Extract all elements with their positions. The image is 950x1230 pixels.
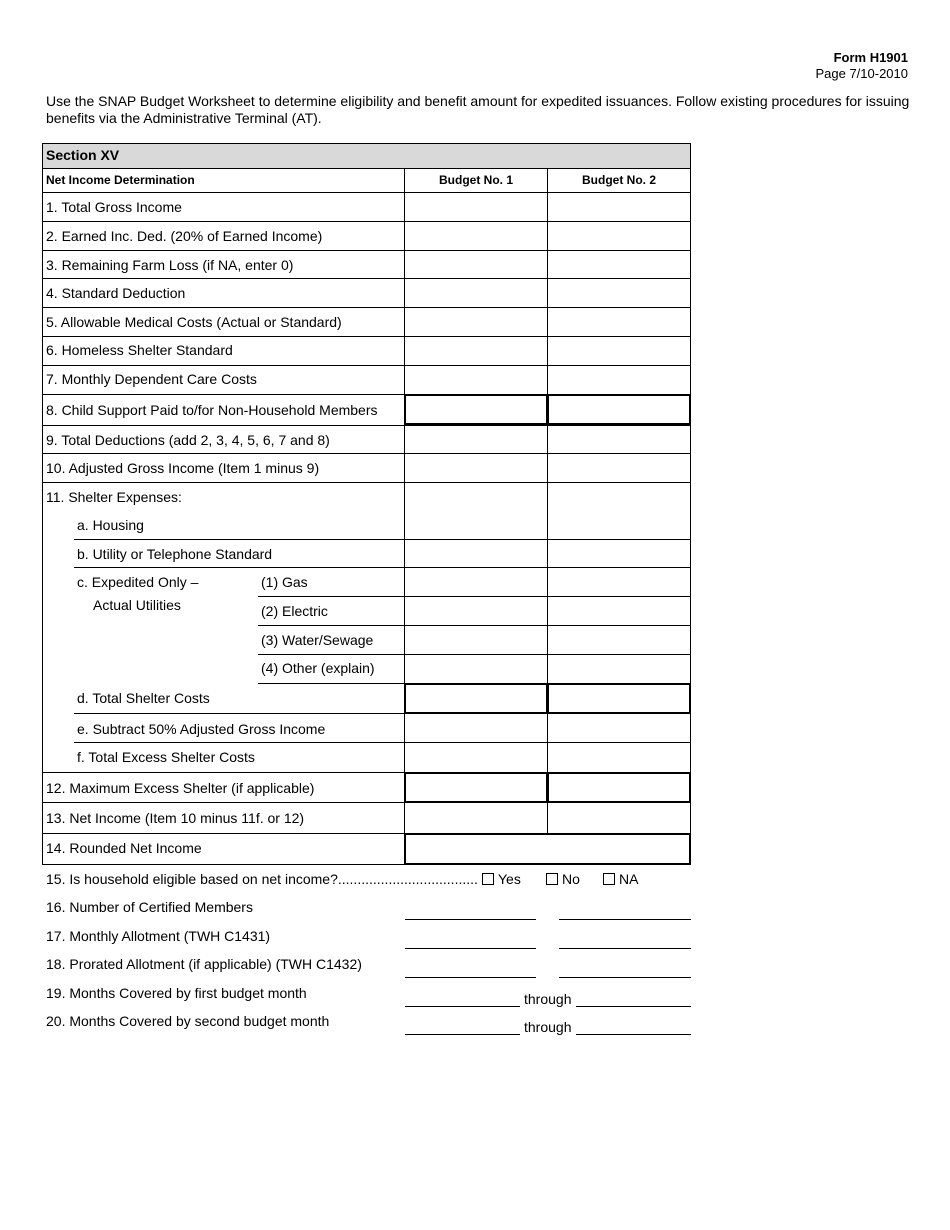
checkbox-na[interactable] (603, 873, 615, 885)
column-divider (404, 169, 405, 865)
checkbox-no[interactable] (546, 873, 558, 885)
field-20-to[interactable] (576, 1034, 691, 1035)
option-na[interactable] (603, 871, 638, 887)
row-divider (42, 221, 691, 222)
item-label-13: 13. Net Income (Item 10 minus 11f. or 12) (46, 810, 305, 826)
column-label-net-income: Net Income Determination (46, 173, 195, 187)
field-18-budget-2[interactable] (559, 977, 691, 978)
item-label-11d: d. Total Shelter Costs (77, 690, 210, 706)
row-divider (74, 539, 691, 540)
input-cell-14-rounded[interactable] (404, 833, 691, 865)
item-label-3: 3. Remaining Farm Loss (if NA, enter 0) (46, 257, 294, 273)
item-label-11a: a. Housing (77, 517, 144, 533)
input-cell-11d-budget-2[interactable] (547, 683, 691, 714)
intro-paragraph: Use the SNAP Budget Worksheet to determine eligibility and benefit amount for expedited issuances. Follow existing procedures for issuing benefits via the Administrative Terminal (AT). (46, 93, 910, 126)
option-na-label: NA (619, 871, 639, 887)
field-20-from[interactable] (405, 1034, 520, 1035)
option-no[interactable] (546, 871, 580, 887)
item-label-18: 18. Prorated Allotment (if applicable) (TWH C1432) (46, 956, 362, 972)
input-cell-8-budget-1[interactable] (404, 394, 548, 425)
row-divider (42, 453, 691, 454)
input-cell-11d-budget-1[interactable] (404, 683, 548, 714)
item-label-8: 8. Child Support Paid to/for Non-Household Members (46, 402, 378, 418)
option-yes-label: Yes (498, 871, 521, 887)
utility-other-label: (4) Other (explain) (261, 660, 375, 676)
option-no-label: No (562, 871, 580, 887)
row-divider (42, 336, 691, 337)
utility-electric-label: (2) Electric (261, 603, 328, 619)
checkbox-yes[interactable] (482, 873, 494, 885)
field-19-from[interactable] (405, 1006, 520, 1007)
form-id: Form H1901 (833, 50, 908, 65)
row-divider (258, 625, 691, 626)
item-label-4: 4. Standard Deduction (46, 285, 186, 301)
item-label-2: 2. Earned Inc. Ded. (20% of Earned Income) (46, 228, 323, 244)
item-label-7: 7. Monthly Dependent Care Costs (46, 371, 257, 387)
through-label-19: through (524, 991, 572, 1007)
item-label-15: 15. Is household eligible based on net income?.................................... (46, 871, 478, 887)
item-label-9: 9. Total Deductions (add 2, 3, 4, 5, 6, 7 and 8) (46, 432, 330, 448)
row-divider (74, 567, 691, 568)
row-divider (258, 654, 691, 655)
item-label-17: 17. Monthly Allotment (TWH C1431) (46, 928, 271, 944)
section-title: Section XV (46, 147, 120, 163)
field-16-budget-2[interactable] (559, 919, 691, 920)
column-divider (547, 169, 548, 833)
item-label-14: 14. Rounded Net Income (46, 840, 202, 856)
item-label-11e: e. Subtract 50% Adjusted Gross Income (77, 721, 326, 737)
row-divider (42, 425, 691, 426)
column-label-budget-1: Budget No. 1 (439, 173, 513, 187)
row-divider (258, 596, 691, 597)
utility-gas-label: (1) Gas (261, 574, 308, 590)
item-label-11c-sub: Actual Utilities (93, 597, 181, 613)
item-label-11c: c. Expedited Only – (77, 574, 199, 590)
section-header-bar (42, 143, 691, 169)
field-16-budget-1[interactable] (405, 919, 536, 920)
item-label-11: 11. Shelter Expenses: (46, 489, 182, 505)
item-label-19: 19. Months Covered by first budget month (46, 985, 307, 1001)
through-label-20: through (524, 1019, 572, 1035)
item-label-10: 10. Adjusted Gross Income (Item 1 minus 9) (46, 460, 320, 476)
item-label-1: 1. Total Gross Income (46, 199, 182, 215)
row-divider (42, 278, 691, 279)
item-label-11b: b. Utility or Telephone Standard (77, 546, 273, 562)
row-divider (42, 250, 691, 251)
item-label-5: 5. Allowable Medical Costs (Actual or Standard) (46, 314, 342, 330)
field-17-budget-2[interactable] (559, 948, 691, 949)
item-label-12: 12. Maximum Excess Shelter (if applicable) (46, 780, 315, 796)
row-divider (74, 742, 691, 743)
row-divider (42, 192, 691, 193)
item-label-16: 16. Number of Certified Members (46, 899, 253, 915)
row-divider (42, 365, 691, 366)
field-19-to[interactable] (576, 1006, 691, 1007)
field-17-budget-1[interactable] (405, 948, 536, 949)
input-cell-8-budget-2[interactable] (547, 394, 691, 425)
input-cell-12-budget-2[interactable] (547, 772, 691, 803)
item-label-20: 20. Months Covered by second budget month (46, 1013, 330, 1029)
item-label-11f: f. Total Excess Shelter Costs (77, 749, 255, 765)
item-label-6: 6. Homeless Shelter Standard (46, 342, 233, 358)
row-divider (42, 307, 691, 308)
field-18-budget-1[interactable] (405, 977, 536, 978)
page-reference: Page 7/10-2010 (815, 66, 908, 81)
column-label-budget-2: Budget No. 2 (582, 173, 656, 187)
option-yes[interactable] (482, 871, 521, 887)
utility-water-label: (3) Water/Sewage (261, 632, 374, 648)
row-divider (42, 482, 691, 483)
input-cell-12-budget-1[interactable] (404, 772, 548, 803)
